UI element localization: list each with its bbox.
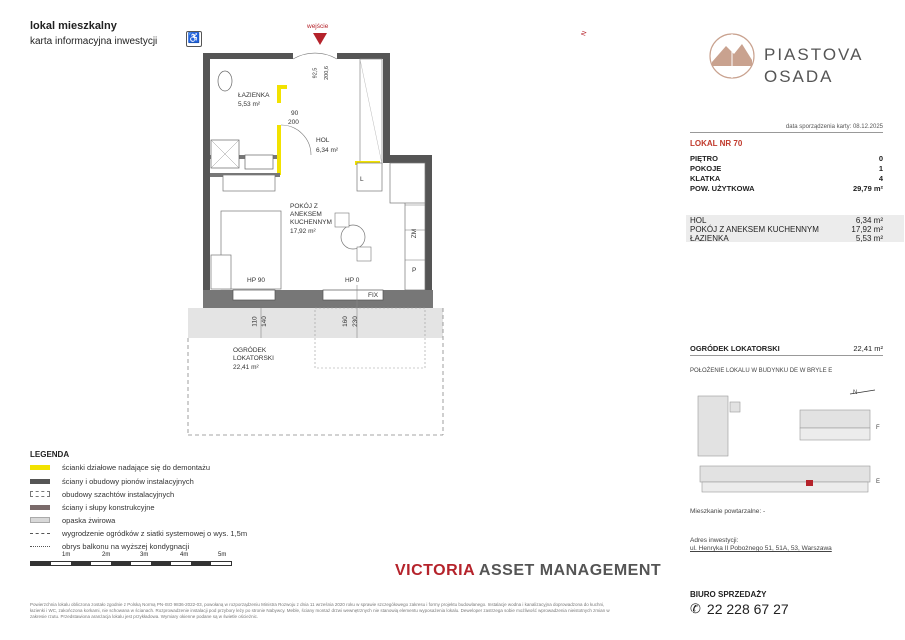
room-area-garden: 22,41 m²	[233, 364, 259, 371]
legend-item	[30, 528, 247, 538]
info-value: 1	[878, 164, 883, 173]
dim-garden-b1: 160	[341, 316, 349, 327]
room-name-hall: HOL	[316, 137, 330, 144]
document-title: lokal mieszkalny	[30, 20, 117, 32]
brand-name	[764, 44, 863, 88]
room-label: POKÓJ Z ANEKSEM KUCHENNYM	[690, 225, 819, 234]
info-row-floor	[690, 154, 883, 163]
info-row-rooms	[690, 164, 883, 173]
legend-item	[30, 541, 189, 551]
info-label: KLATKA	[690, 174, 721, 183]
legend-item	[30, 462, 210, 472]
brand-logo	[708, 32, 756, 80]
site-label-f: F	[876, 425, 880, 431]
entrance-arrow-icon	[313, 33, 327, 45]
legend-swatch	[30, 505, 50, 510]
legend-text: opaska żwirowa	[62, 515, 116, 525]
site-plan	[690, 388, 885, 498]
disclaimer-text: Powierzchnia lokalu obliczona zostało zgodnie z Polską Normą PN-ISO 9836-2022-03, powołaną w rozporządzeniu Ministra Rozwoju z dnia 11 września 2020 roku w sprawie szczegółowego zakresu i formy projektu budowlanego. Instalacje wodna i kanalizacyjna doprowadzona do kuchni, łazienki i WC, zakończona korkami, nie schowana w ścianach. Rozprowadzenie instalacji pod przybory leży po stronie Nabywcy. Meble, ściany montaż drzwi wewnętrznych nie stanowią elementu wyposażenia lokalu. Deweloper zastrzega sobie możliwość wprowadzenia nieistotnych zmian w zakresie rzutu. Przedstawiona aranżacja lokalu jest przykładowa. Wymiary okienne podane są w świetle ościeżnic.	[30, 602, 610, 619]
window-label-2: HP 0	[345, 277, 360, 284]
dim-garden-b2: 230	[351, 316, 359, 327]
legend-text: ścianki działowe nadające się do demontażu	[62, 462, 211, 472]
window-label-1: HP 90	[247, 277, 265, 284]
fix-label: FIX	[368, 292, 379, 299]
legend-item	[30, 515, 115, 525]
room-value: 5,53 m²	[855, 234, 883, 243]
wheelchair-icon: ♿	[186, 31, 202, 47]
kitchen-label-p: P	[412, 267, 417, 274]
brand-name-line1: PIASTOVA	[764, 45, 864, 64]
room-value: 6,34 m²	[855, 216, 883, 225]
room-name-living-2: ANEKSEM	[290, 211, 322, 218]
info-label: PIĘTRO	[690, 154, 718, 163]
kitchen-label-l: L	[360, 176, 364, 183]
legend-text: wygrodzenie ogródków z siatki systemowej o wys. 1,5m	[62, 528, 248, 538]
date-label: data sporządzenia karty: 08.12.2025	[690, 124, 883, 133]
legend-text: ściany i obudowy pionów instalacyjnych	[62, 476, 194, 486]
scale-label: 4m	[180, 552, 189, 558]
room-area-hall: 6,34 m²	[316, 147, 339, 154]
legend-item	[30, 476, 194, 486]
garden-row	[690, 344, 883, 356]
scale-label: 1m	[62, 552, 71, 558]
room-row-living	[690, 225, 883, 234]
room-row-bathroom	[690, 234, 883, 243]
legend-swatch	[30, 546, 50, 547]
info-row-area	[690, 184, 883, 193]
sales-title: BIURO SPRZEDAŻY	[690, 590, 767, 599]
location-title: POŁOŻENIE LOKALU W BUDYNKU DE W BRYLE E	[690, 368, 833, 374]
room-area-bathroom: 5,53 m²	[238, 101, 261, 108]
dim-inner-door-w: 90	[291, 110, 299, 117]
brand-name-line2: OSADA	[764, 67, 834, 86]
developer-name-part2: ASSET MANAGEMENT	[478, 562, 662, 579]
room-label: HOL	[690, 216, 707, 225]
scale-bar	[30, 552, 240, 566]
legend-text: ściany i słupy konstrukcyjne	[62, 502, 155, 512]
legend-swatch	[30, 517, 50, 523]
info-value: 4	[878, 174, 883, 183]
room-area-living: 17,92 m²	[290, 228, 316, 235]
garden-value: 22,41 m²	[853, 344, 883, 353]
room-name-living-3: KUCHENNYM	[290, 219, 332, 226]
dim-garden-a1: 110	[251, 316, 259, 327]
entrance-label: wejście	[307, 23, 329, 30]
room-label: ŁAZIENKA	[690, 234, 729, 243]
address-label: Adres inwestycji:	[690, 537, 739, 544]
garden-label: OGRÓDEK LOKATORSKI	[690, 344, 780, 353]
legend-swatch	[30, 479, 50, 484]
phone-icon: ✆	[690, 601, 701, 616]
room-name-garden-2: LOKATORSKI	[233, 355, 274, 362]
scale-label: 3m	[140, 552, 149, 558]
site-north-label: N	[853, 390, 858, 396]
legend-text: obrys balkonu na wyższej kondygnacji	[62, 541, 190, 551]
info-value: 29,79 m²	[852, 184, 883, 193]
site-label-e: E	[876, 479, 881, 485]
legend-item	[30, 502, 155, 512]
scale-stripes	[30, 561, 232, 566]
legend-swatch	[30, 491, 50, 497]
legend-item	[30, 489, 174, 499]
address-value: ul. Henryka II Pobożnego 51, 51A, 53, Warszawa	[690, 545, 832, 552]
info-value: 0	[878, 154, 883, 163]
info-row-staircase	[690, 174, 883, 183]
info-label: POKOJE	[690, 164, 722, 173]
kitchen-label-zm: ZM	[411, 228, 419, 239]
room-name-living-1: POKÓJ Z	[290, 203, 318, 210]
north-label: N	[580, 30, 589, 37]
legend-title: LEGENDA	[30, 450, 70, 459]
sales-phone	[690, 601, 789, 617]
room-row-hall	[690, 216, 883, 225]
legend-swatch	[30, 465, 50, 470]
room-name-garden-1: OGRÓDEK	[233, 347, 267, 354]
legend-swatch	[30, 533, 50, 534]
dim-door-a: 92,5	[312, 67, 319, 79]
dim-garden-a2: 140	[260, 316, 268, 327]
phone-number: 22 228 67 27	[706, 601, 789, 617]
unit-number: LOKAL NR 70	[690, 139, 743, 148]
developer-name-part1: VICTORIA	[395, 562, 475, 579]
scale-label: 2m	[102, 552, 111, 558]
repeat-label: Mieszkanie powtarzalne: -	[690, 508, 766, 515]
document-subtitle: karta informacyjna inwestycji	[30, 36, 158, 47]
scale-label: 5m	[218, 552, 227, 558]
info-label: POW. UŻYTKOWA	[690, 184, 755, 193]
room-value: 17,92 m²	[851, 225, 883, 234]
legend-text: obudowy szachtów instalacyjnych	[62, 489, 175, 499]
developer-logo	[395, 562, 661, 580]
dim-inner-door-h: 200	[288, 119, 299, 126]
room-name-bathroom: ŁAZIENKA	[238, 92, 270, 99]
dim-door-b: 200,6	[323, 66, 330, 80]
